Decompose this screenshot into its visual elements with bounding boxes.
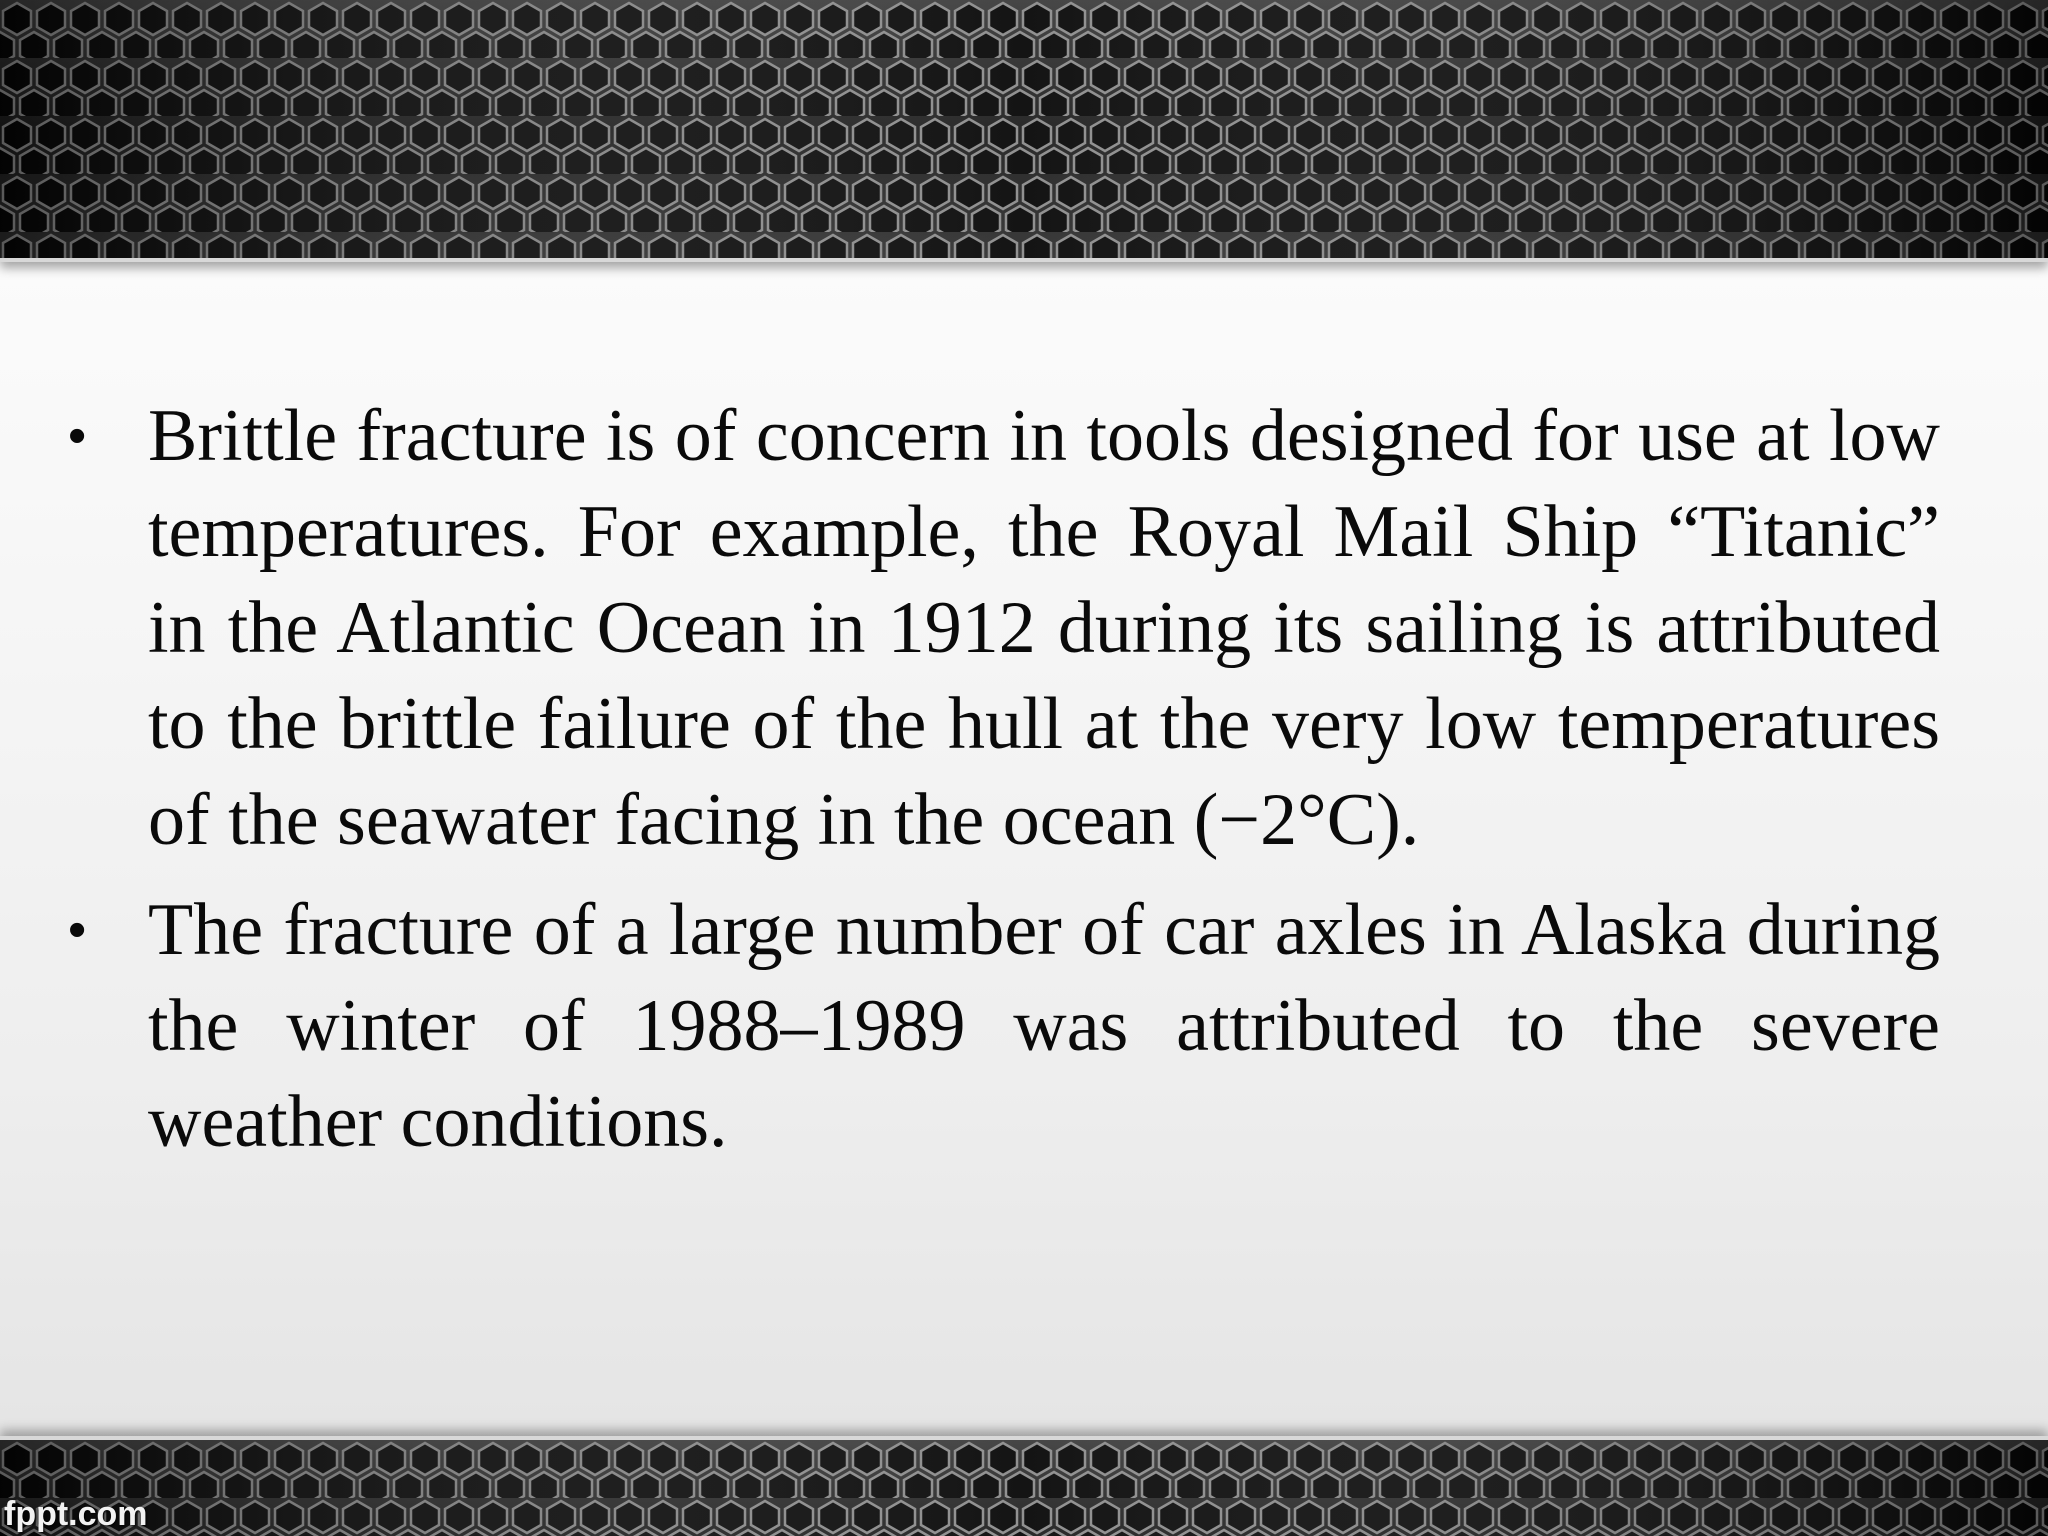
bottom-metal-mesh-band [0, 1436, 2048, 1536]
bullet-list [60, 388, 1940, 1170]
bullet-text: Brittle fracture is of concern in tools designed for use at low temperatures. For example, the Royal Mail Ship “Titanic” in the Atlantic Ocean in 1912 during its sailing is attributed to the brittle failure of the hull at the very low temperatures of the seawater facing in the ocean (−2°C). [148, 395, 1940, 861]
fppt-watermark-logo: fppt.com [4, 1495, 148, 1533]
top-metal-mesh-band [0, 0, 2048, 262]
bullet-item-alaska [60, 882, 1940, 1170]
bullet-item-titanic [60, 388, 1940, 868]
hex-mesh-pattern-bottom [0, 1440, 2048, 1536]
bullet-marker: • [68, 901, 87, 959]
hex-mesh-pattern-top [0, 0, 2048, 258]
slide-body [60, 388, 1940, 1184]
bullet-text: The fracture of a large number of car axles in Alaska during the winter of 1988–1989 was attributed to the severe weather conditions. [148, 889, 1940, 1163]
bullet-marker: • [68, 407, 87, 465]
